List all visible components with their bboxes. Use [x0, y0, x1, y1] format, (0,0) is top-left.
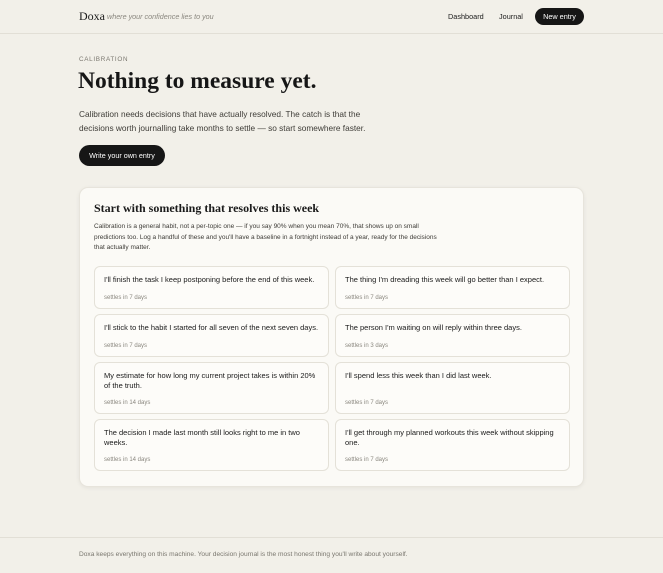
- prompt-text: I'll spend less this week than I did last week.: [345, 371, 492, 380]
- page-lede: Calibration needs decisions that have actually resolved. The catch is that the decisions worth journalling take months to settle — so start somewhere faster.: [79, 109, 366, 133]
- prompt-settle-time: settles in 7 days: [104, 295, 148, 301]
- prompt-text: I'll get through my planned workouts this week without skipping one.: [345, 428, 554, 448]
- starter-card-description: Calibration is a general habit, not a per-topic one — if you say 90% when you mean 70%, that shows up on small predictions too. Log a handful of these and you'll have a baseline in a fortnight instead of a year, ready for the decisions that actually matter.: [94, 223, 437, 252]
- page-footer: [0, 537, 663, 573]
- new-entry-button[interactable]: New entry: [535, 8, 584, 25]
- prompt-text: My estimate for how long my current project takes is within 20% of the truth.: [104, 371, 316, 391]
- prompt-settle-time: settles in 7 days: [345, 457, 389, 463]
- prompt-grid: [94, 266, 570, 471]
- prompt-text: The person I'm waiting on will reply within three days.: [345, 323, 522, 332]
- prompt-settle-time: settles in 14 days: [104, 457, 151, 463]
- prompt-card[interactable]: [94, 419, 329, 471]
- footer-text: Doxa keeps everything on this machine. Your decision journal is the most honest thing you'll write about yourself.: [79, 551, 408, 558]
- prompt-settle-time: settles in 7 days: [345, 295, 389, 301]
- prompt-card[interactable]: [335, 314, 570, 357]
- nav-dashboard-link[interactable]: Dashboard: [448, 12, 484, 21]
- brand-tagline: where your confidence lies to you: [107, 12, 214, 21]
- nav-journal-link[interactable]: Journal: [499, 12, 523, 21]
- brand-logo[interactable]: Doxa: [79, 9, 105, 23]
- prompt-card[interactable]: [94, 314, 329, 357]
- prompt-card[interactable]: [335, 419, 570, 471]
- prompt-settle-time: settles in 14 days: [104, 400, 151, 406]
- top-bar: [0, 0, 663, 34]
- prompt-settle-time: settles in 3 days: [345, 343, 389, 349]
- write-own-entry-button[interactable]: Write your own entry: [79, 145, 165, 166]
- prompt-card[interactable]: [94, 362, 329, 414]
- prompt-card[interactable]: [335, 362, 570, 414]
- section-eyebrow: CALIBRATION: [79, 56, 129, 63]
- prompt-text: The thing I'm dreading this week will go better than I expect.: [345, 275, 545, 284]
- prompt-settle-time: settles in 7 days: [104, 343, 148, 349]
- prompt-settle-time: settles in 7 days: [345, 400, 389, 406]
- prompt-text: I'll finish the task I keep postponing before the end of this week.: [104, 275, 315, 284]
- page-title: Nothing to measure yet.: [78, 68, 317, 94]
- starter-prompts-card: [79, 187, 584, 487]
- prompt-card[interactable]: [94, 266, 329, 309]
- starter-card-title: Start with something that resolves this week: [94, 201, 320, 215]
- prompt-text: I'll stick to the habit I started for all seven of the next seven days.: [104, 323, 319, 332]
- prompt-text: The decision I made last month still looks right to me in two weeks.: [104, 428, 300, 448]
- prompt-card[interactable]: [335, 266, 570, 309]
